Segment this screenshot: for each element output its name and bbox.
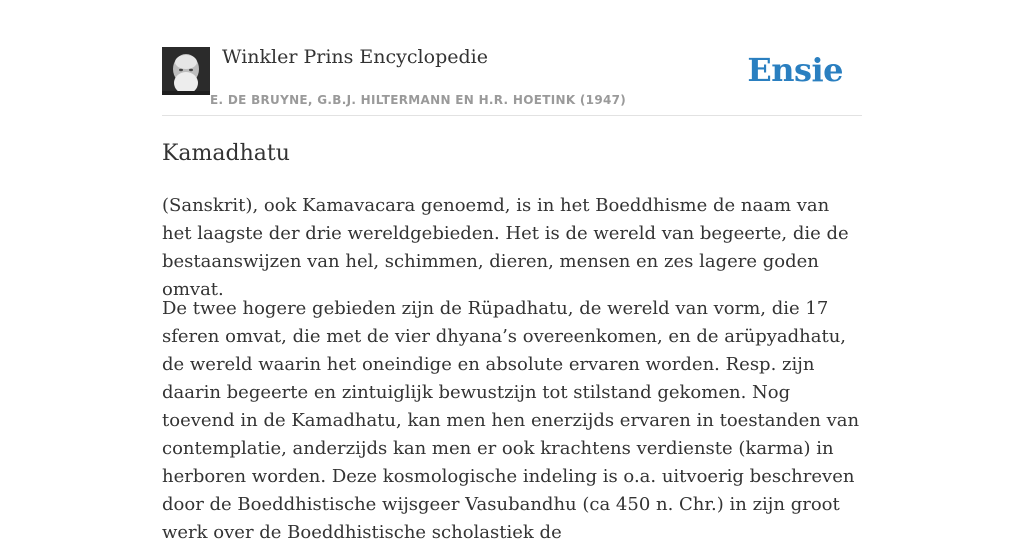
author-portrait-icon [162,47,210,95]
authors-byline: E. DE BRUYNE, G.B.J. HILTERMANN EN H.R. HOETINK (1947) [210,93,627,107]
article-paragraph-1: (Sanskrit), ook Kamavacara genoemd, is in het Boeddhisme de naam van het laagste der drie wereldgebieden. Het is de wereld van begeerte, die de bestaanswijzen van hel, schimmen, dieren, mensen en zes lagere goden omvat. [162,195,849,300]
ensie-logo[interactable]: Ensie [747,51,843,89]
article-title: Kamadhatu [162,141,290,166]
header-divider [162,115,862,116]
article-paragraph-2: De twee hogere gebieden zijn de Rüpadhatu, de wereld van vorm, die 17 sferen omvat, die met de vier dhyana’s overeenkomen, en de arüpyadhatu, de wereld waarin het oneindige en absolute ervaren worden. Resp. zijn daarin begeerte en zintuiglijk bewustzijn tot stilstand gekomen. Nog toevend in de Kamadhatu, kan men hen enerzijds ervaren in toestanden van contemplatie, anderzijds kan men er ook krachtens verdienste (karma) in herboren worden. Deze kosmologische indeling is o.a. uitvoerig beschreven door de Boeddhistische wijsgeer Vasubandhu (ca 450 n. Chr.) in zijn groot werk over de Boeddhistische scholastiek de [162,298,860,543]
author-avatar[interactable] [162,47,210,95]
site-title[interactable]: Winkler Prins Encyclopedie [222,46,488,68]
